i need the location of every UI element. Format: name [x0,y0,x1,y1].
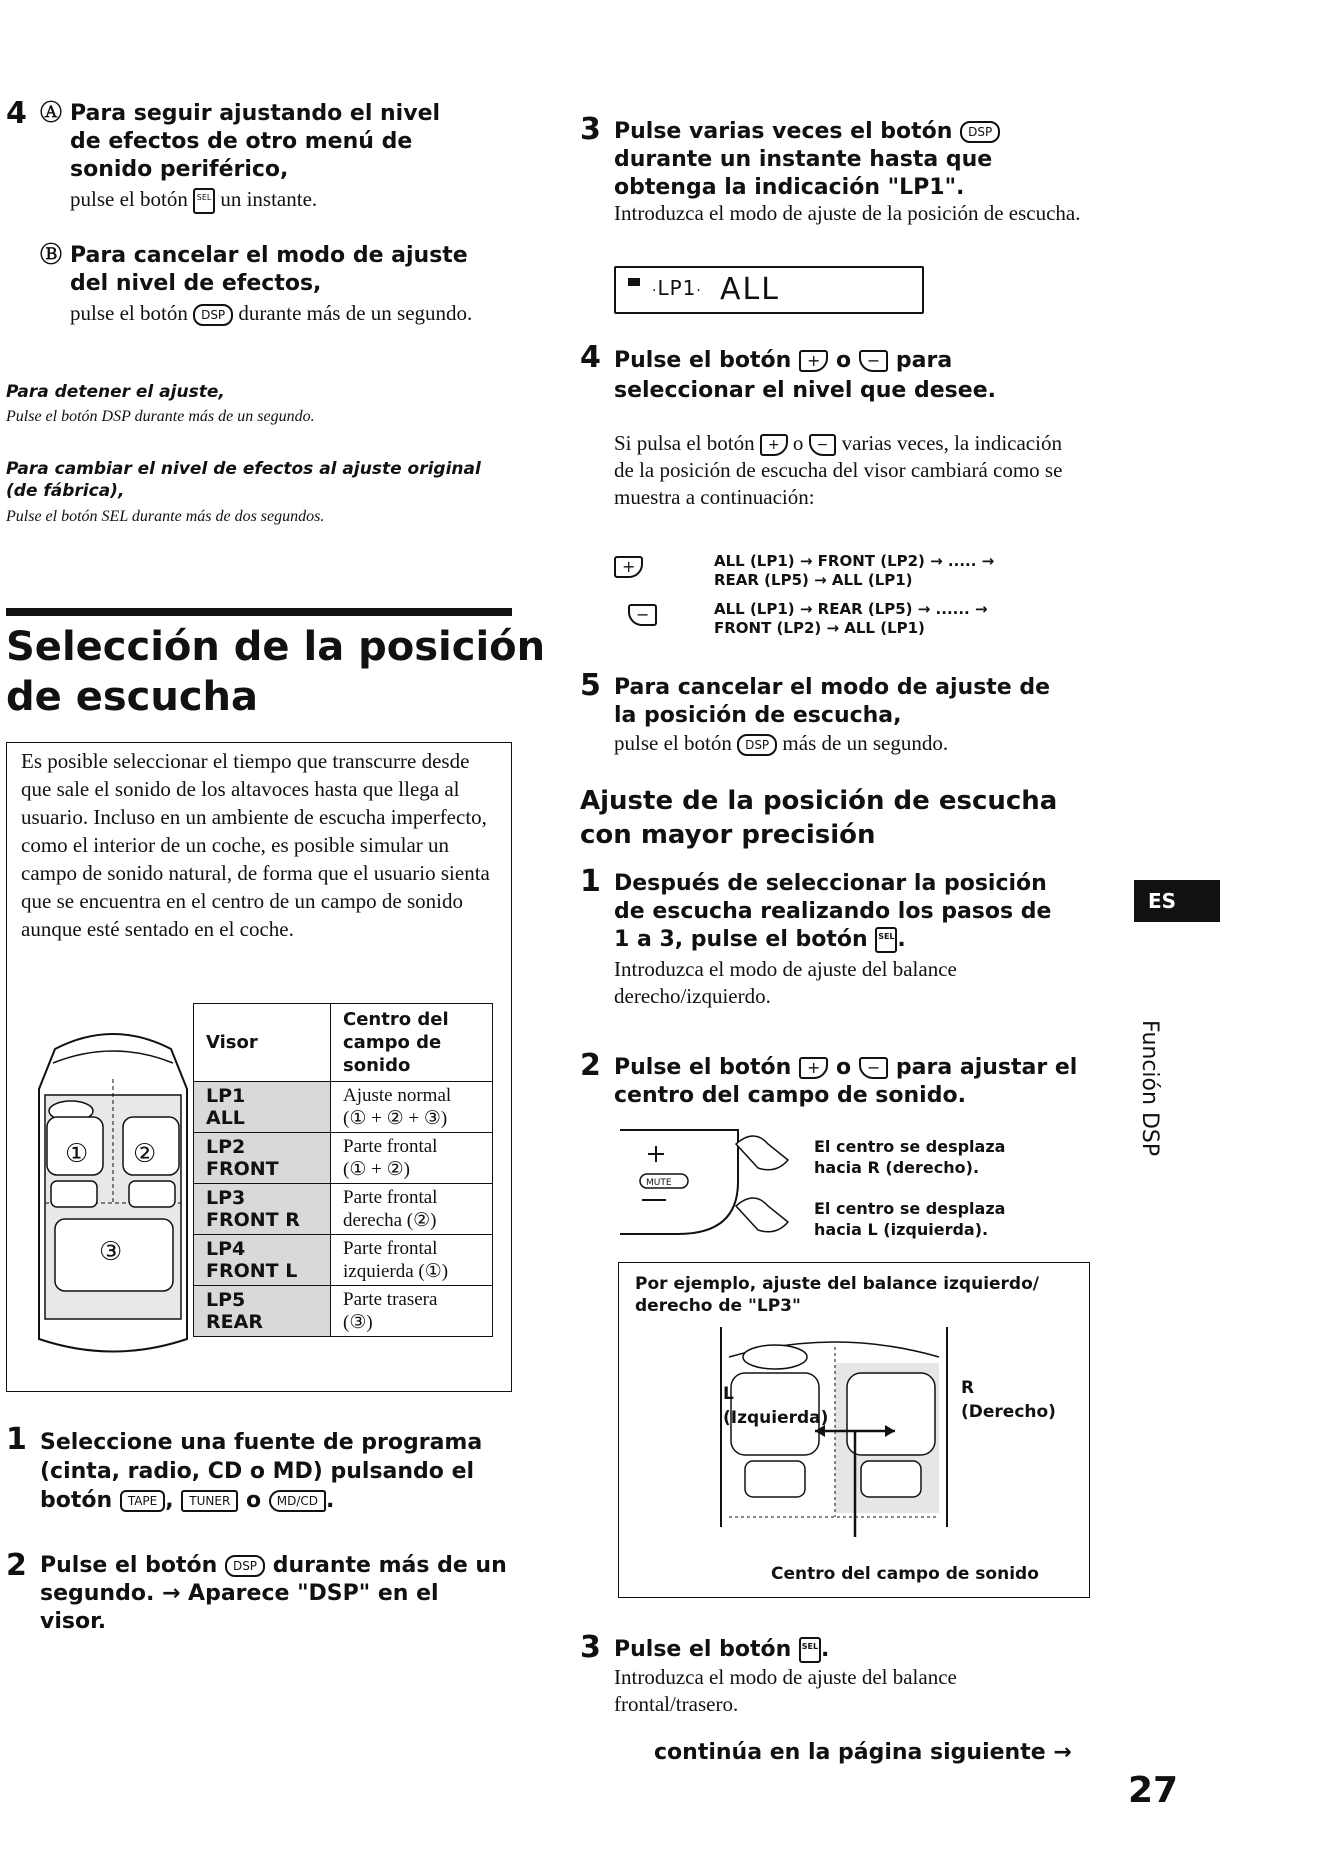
reset-text: Pulse el botón SEL durante más de dos segundos. [6,508,325,525]
table-row [194,1235,493,1286]
lcd-lp-text: LP1 [657,276,697,300]
step-2-number: 2 [6,1548,27,1583]
table-header-row [194,1004,493,1082]
section-title [6,622,545,722]
step-4b-text-pre: pulse el botón [70,301,188,325]
example-r-label: R [961,1378,975,1398]
lcd-indicator [628,278,640,286]
step-1-end: . [326,1488,335,1513]
seat-2-label: ② [133,1139,157,1169]
mute-label: MUTE [646,1178,672,1188]
tape-button-icon: TAPE [120,1490,165,1512]
table-row [194,1133,493,1184]
lp-desc-1: Parte trasera [343,1289,438,1310]
sub-step-2-or: o [836,1055,852,1080]
tuner-button-icon: TUNER [181,1490,238,1512]
step-4a-text-post: un instante. [220,187,318,211]
lp-desc-1: Parte frontal [343,1238,438,1259]
sub-step-1-end: . [897,927,906,952]
lp-desc-2: (③) [343,1312,373,1333]
r-step-4-number: 4 [580,340,601,375]
example-r-sub: (Derecho) [961,1402,1056,1422]
r-step-5-number: 5 [580,668,601,703]
sequence-plus-1: ALL (LP1) → FRONT (LP2) → ..... → [714,552,995,570]
section-side-label: Función DSP [1137,1020,1162,1157]
table-cell-desc [331,1133,493,1184]
step-1-sep-1: , [165,1488,174,1513]
stop-text: Pulse el botón DSP durante más de un segundo. [6,408,315,425]
plus-button-icon: + [760,434,788,456]
intro-box [6,742,512,1392]
plus-button-icon: + [614,556,643,578]
table-cell-code [194,1184,331,1235]
r-step-3-number: 3 [580,112,601,147]
reset-heading: Para cambiar el nivel de efectos al ajuste original (de fábrica), [6,459,481,501]
r-step-4-body-post: varias veces, la indicación de la posición de escucha del visor cambiará como se muestra a continuación: [614,431,1063,509]
minus-button-icon: − [628,604,657,626]
lp-code: LP3 [206,1187,246,1209]
r-step-5-heading: Para cancelar el modo de ajuste de la posición de escucha, [614,675,1051,728]
step-4-number: 4 [6,96,27,131]
sequence-minus [714,600,988,638]
table-header-center: Centro del campo de sonido [331,1004,493,1082]
step-4b-text-post: durante más de un segundo. [238,301,473,325]
sequence-plus-2: REAR (LP5) → ALL (LP1) [714,571,913,589]
sel-button-icon: SEL [193,188,215,214]
table-row [194,1082,493,1133]
lp-desc-2: derecha (②) [343,1210,437,1231]
lp-name: FRONT [206,1158,279,1180]
lp-code: LP5 [206,1289,246,1311]
sequence-plus [714,552,994,590]
r-step-4-post: para seleccionar el nivel que desee. [614,348,996,403]
table-row [194,1184,493,1235]
sequence-minus-2: FRONT (LP2) → ALL (LP1) [714,619,925,637]
table-cell-desc [331,1235,493,1286]
table-cell-code [194,1286,331,1337]
lp-code: LP4 [206,1238,246,1260]
step-2-text [40,1552,510,1636]
lp-desc-1: Ajuste normal [343,1085,452,1106]
language-tab: ES [1134,880,1220,922]
mdcd-button-icon: MD/CD [269,1490,326,1512]
minus-button-icon: − [859,350,888,372]
step-1-text-pre: Seleccione una fuente de programa (cinta, radio, CD o MD) pulsando el botón [40,1430,483,1513]
lp-name: REAR [206,1311,263,1333]
dsp-button-icon: DSP [960,121,1000,143]
lp3-car-diagram [715,1327,975,1537]
sub-step-3-heading [614,1636,829,1664]
r-step-5-post: más de un segundo. [782,731,949,755]
example-box [618,1262,1090,1598]
sub-step-3-end: . [820,1637,830,1662]
sub-step-3-pre: Pulse el botón [614,1637,792,1662]
car-seat-diagram [25,1019,201,1369]
sel-button-icon: SEL [875,927,897,953]
r-step-4-body-or: o [792,431,804,455]
lcd-lp: ·LP1· [652,276,702,300]
r-step-3-post: durante un instante hasta que obtenga la indicación "LP1". [614,147,993,200]
lp-desc-2: (① + ② + ③) [343,1108,448,1129]
table-cell-code [194,1235,331,1286]
sub-heading [580,784,1057,852]
lp-desc-2: (① + ②) [343,1159,410,1180]
plus-button-icon: + [799,350,828,372]
section-title-line-1: Selección de la posición [6,624,546,670]
table-cell-desc [331,1082,493,1133]
seat-3-label: ③ [99,1237,123,1267]
sub-step-2-pre: Pulse el botón [614,1055,792,1080]
sub-step-1-text: Introduzca el modo de ajuste del balance derecho/izquierdo. [614,957,957,1008]
r-step-4-body [614,430,1084,511]
sequence-minus-1: ALL (LP1) → REAR (LP5) → ...... → [714,600,988,618]
sub-step-1-head-text: Después de seleccionar la posición de escucha realizando los pasos de 1 a 3, pulse el botón [614,871,1052,952]
lp-name: FRONT L [206,1260,298,1282]
marker-a: Ⓐ [40,101,63,126]
step-4-option-a [40,100,480,214]
sub-step-2-number: 2 [580,1048,601,1083]
table-cell-desc [331,1184,493,1235]
r-step-4-heading [614,346,1094,406]
continue-note: continúa en la página siguiente → [654,1740,1072,1765]
r-step-3-text: Introduzca el modo de ajuste de la posición de escucha. [614,201,1081,225]
step-1-text [40,1428,490,1515]
lp-code: LP2 [206,1136,246,1158]
sub-step-3-number: 3 [580,1630,601,1665]
step-4a-text-pre: pulse el botón [70,187,188,211]
dsp-button-icon: DSP [737,734,777,756]
lcd-value: ALL [720,272,780,307]
example-l-sub: (Izquierda) [723,1408,829,1428]
example-center-label: Centro del campo de sonido [771,1564,1039,1584]
sub-step-2-heading [614,1054,1084,1110]
table-cell-desc [331,1286,493,1337]
marker-b: Ⓑ [40,243,63,268]
table-cell-code [194,1133,331,1184]
r-step-4-pre: Pulse el botón [614,348,792,373]
table-cell-code [194,1082,331,1133]
example-heading: Por ejemplo, ajuste del balance izquierdo/ derecho de "LP3" [635,1274,1039,1316]
lp-desc-2: izquierda (①) [343,1261,449,1282]
section-rule [6,608,512,616]
table-row [194,1286,493,1337]
stop-heading: Para detener el ajuste, [6,382,225,402]
note-right: El centro se desplaza hacia R (derecho). [814,1137,1006,1177]
r-step-3-heading [614,118,1094,202]
step-4b-text [40,300,500,327]
lp-name: ALL [206,1107,245,1129]
r-step-4-body-pre: Si pulsa el botón [614,431,755,455]
step-4-option-b [40,242,500,327]
lp-desc-1: Parte frontal [343,1136,438,1157]
dsp-button-icon: DSP [225,1555,265,1577]
step-1-sep-2: o [245,1488,262,1513]
lp-name: FRONT R [206,1209,300,1231]
sub-heading-line-2: con mayor precisión [580,820,876,850]
example-l-label: L [723,1384,734,1404]
lp-code: LP1 [206,1085,246,1107]
step-2-text-pre: Pulse el botón [40,1553,218,1578]
sub-step-2-post: para ajustar el centro del campo de sonido. [614,1055,1078,1108]
sub-step-1-heading [614,870,1074,954]
listening-position-table [193,1003,493,1337]
minus-button-icon: − [859,1057,888,1079]
lp-desc-1: Parte frontal [343,1187,438,1208]
sub-step-1-number: 1 [580,864,601,899]
sub-heading-line-1: Ajuste de la posición de escucha [580,786,1058,816]
section-title-line-2: de escucha [6,674,258,720]
table-header-visor: Visor [194,1004,331,1082]
r-step-3-pre: Pulse varias veces el botón [614,119,953,144]
step-4b-heading: Para cancelar el modo de ajuste del nivel de efectos, [70,243,468,296]
step-2-text-post: durante más de un segundo. → Aparece "DSP" en el visor. [40,1553,507,1634]
r-step-5-text [614,730,1094,757]
minus-button-icon: − [809,434,837,456]
sub-step-3-text: Introduzca el modo de ajuste del balance frontal/trasero. [614,1665,957,1716]
step-4a-heading: Para seguir ajustando el nivel de efectos de otro menú de sonido periférico, [70,101,441,182]
sel-button-icon: SEL [799,1637,821,1663]
plus-button-icon: + [799,1057,828,1079]
seat-1-label: ① [65,1139,89,1169]
page-number: 27 [1128,1770,1179,1811]
r-step-5-pre: pulse el botón [614,731,732,755]
r-step-4-or: o [836,348,852,373]
step-1-number: 1 [6,1422,27,1457]
step-4a-text [40,186,480,214]
lcd-display [614,266,924,314]
dsp-button-icon: DSP [193,304,233,326]
intro-text: Es posible seleccionar el tiempo que transcurre desde que sale el sonido de los altavoces hasta que llega al usuario. Incluso en un ambiente de escucha imperfecto, como el interior de un coche, es posible simular un campo de sonido natural, de forma que el usuario sienta que se encuentra en el centro de un campo de sonido aunque esté sentado en el coche. [21,749,490,941]
note-left: El centro se desplaza hacia L (izquierda). [814,1199,1006,1239]
